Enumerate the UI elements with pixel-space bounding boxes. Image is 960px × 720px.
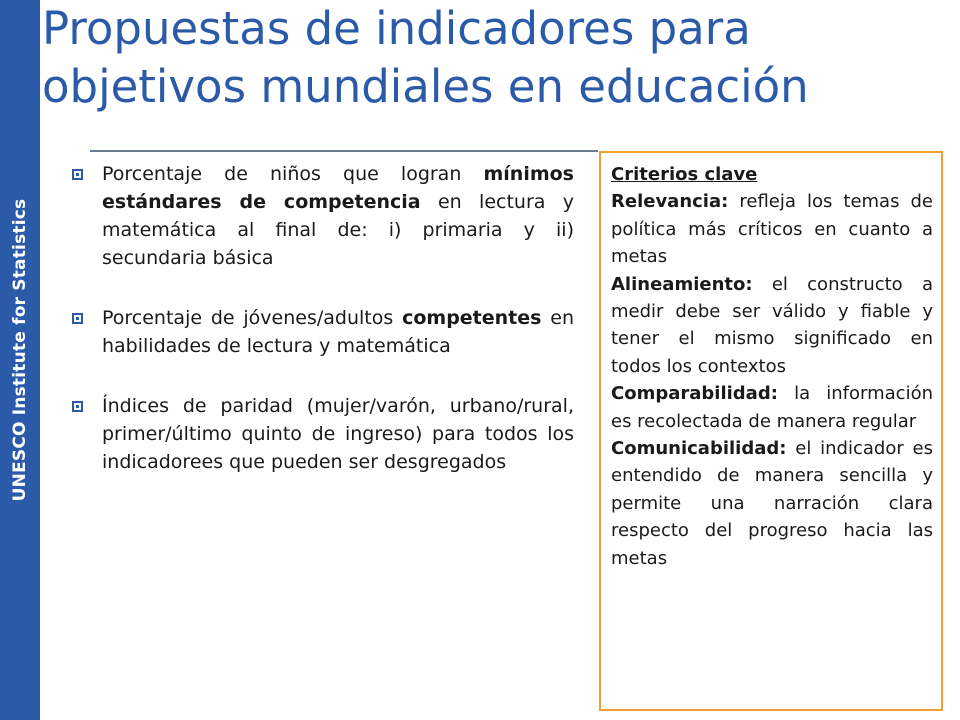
bullet-text-segment: Porcentaje de jóvenes/adultos: [102, 307, 403, 329]
bullet-text: [102, 392, 574, 476]
title-divider: [90, 150, 598, 152]
criteria-description: el constructo a medir debe ser válido y fiable y tener el mismo significado en todos los contextos: [611, 273, 933, 377]
criteria-term: Relevancia:: [611, 191, 729, 213]
bullet-text-segment: en lectura y matemática al final de: i) primaria y ii) secundaria básica: [102, 191, 574, 269]
criteria-box: [599, 151, 943, 711]
criteria-term: Alineamiento:: [611, 273, 753, 295]
bullet-text-segment: en habilidades de lectura y matemática: [102, 307, 574, 357]
criteria-term: Comparabilidad:: [611, 383, 778, 405]
criteria-description: el indicador es entendido de manera sencilla y permite una narración clara respecto del progreso hacia las metas: [611, 438, 933, 569]
square-bullet-icon: [72, 313, 83, 324]
bullet-text: [102, 160, 574, 272]
slide-title-line-1: Propuestas de indicadores para: [42, 2, 751, 55]
indicator-bullet-list: [72, 160, 574, 508]
bullet-text: [102, 304, 574, 360]
bullet-item: [72, 392, 574, 476]
criteria-term: Comunicabilidad:: [611, 438, 787, 460]
square-bullet-icon: [72, 169, 83, 180]
bullet-item: [72, 160, 574, 272]
slide-title: [42, 0, 942, 116]
bullet-text-emphasis: competentes: [402, 307, 542, 329]
bullet-text-emphasis: mínimos estándares de competencia: [102, 163, 574, 213]
bullet-text-segment: Índices de paridad (mujer/varón, urbano/rural, primer/último quinto de ingreso) para todos los indicadorees que pueden ser desgregados: [102, 395, 574, 473]
criteria-item: [611, 188, 933, 270]
criteria-item: [611, 271, 933, 381]
bullet-text-segment: Porcentaje de niños que logran: [102, 163, 484, 185]
criteria-description: la información es recolectada de manera regular: [611, 383, 933, 432]
square-bullet-icon: [72, 401, 83, 412]
criteria-heading: Criterios clave: [611, 164, 758, 185]
slide-title-line-2: objetivos mundiales en educación: [42, 60, 809, 113]
sidebar-institute-label: UNESCO Institute for Statistics: [10, 198, 30, 502]
bullet-item: [72, 304, 574, 360]
criteria-item: [611, 380, 933, 435]
sidebar-band: [0, 0, 40, 720]
criteria-description: refleja los temas de política más críticos en cuanto a metas: [611, 191, 933, 268]
criteria-item: [611, 435, 933, 572]
